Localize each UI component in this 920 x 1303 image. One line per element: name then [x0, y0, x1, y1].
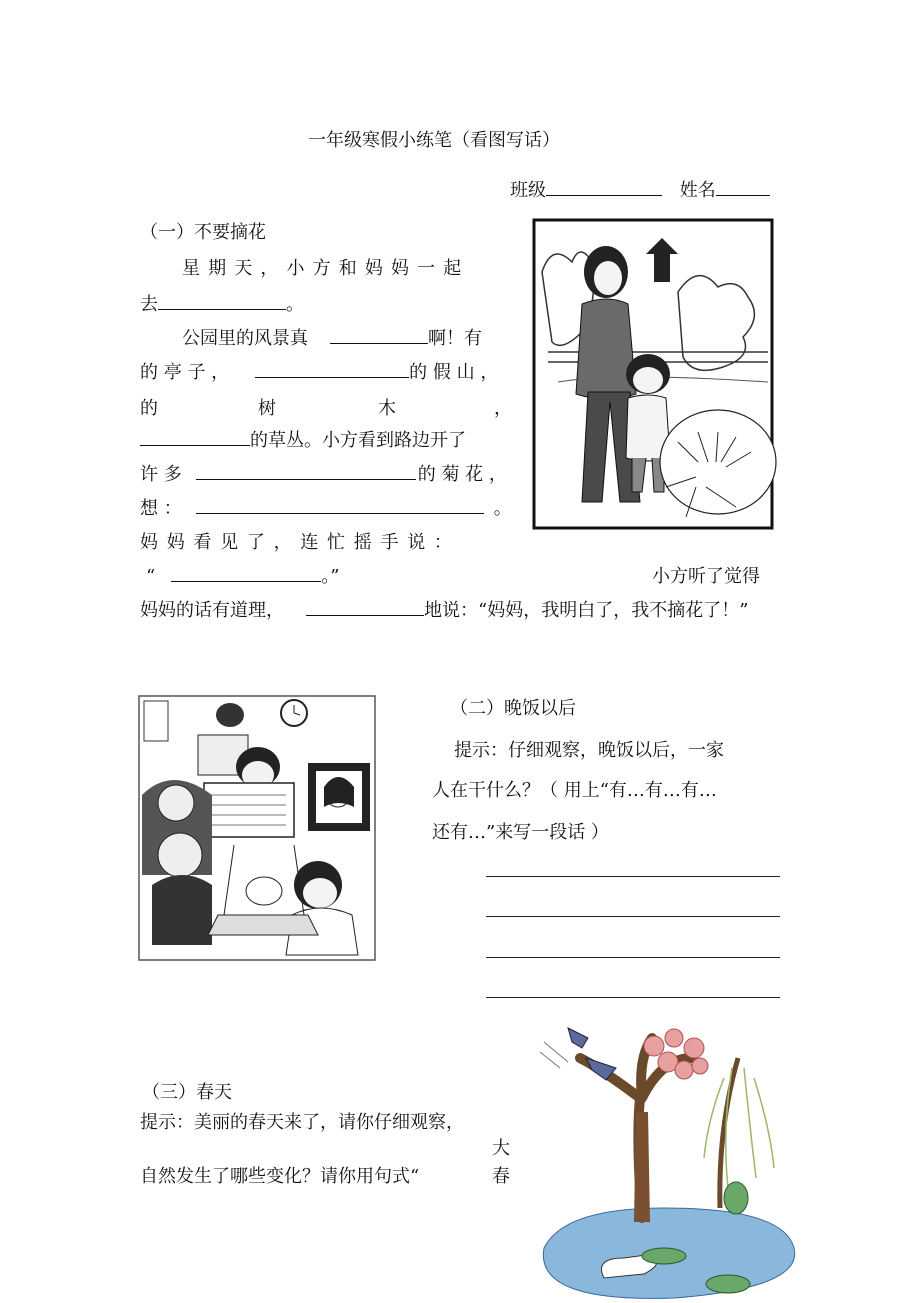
s1-l4b: 的 假 山 ， — [409, 362, 499, 383]
section2-hint2: 人在干什么？（ 用上“有…有…有… — [432, 780, 717, 801]
page-title: 一年级寒假小练笔（看图写话） — [308, 130, 560, 151]
s1-line2 — [140, 290, 304, 316]
s1-line1: 星 期 天 ， 小 方 和 妈 妈 一 起 — [182, 258, 463, 279]
section1-heading: （一）不要摘花 — [140, 222, 266, 243]
section3-heading: （三）春天 — [142, 1082, 232, 1103]
blank-place[interactable] — [158, 291, 286, 310]
s1-l2a: 去 — [140, 294, 158, 315]
s1-line8 — [140, 494, 512, 520]
s1-l10c: 小方听了觉得 — [652, 566, 760, 587]
section3-hint-chun: 春 — [492, 1166, 510, 1187]
class-blank[interactable] — [546, 177, 662, 196]
blank-mom-says[interactable] — [171, 563, 321, 582]
section2-hint1: 提示：仔细观察，晚饭以后，一家 — [454, 740, 724, 761]
section3-hint2: 自然发生了哪些变化？请你用句式“ — [140, 1166, 420, 1187]
s1-l5a: 的 — [140, 398, 158, 419]
section3-hint1: 提示：美丽的春天来了，请你仔细观察， — [140, 1112, 464, 1133]
family-after-dinner-illustration — [138, 695, 376, 961]
writing-line-3[interactable] — [486, 957, 780, 958]
s1-l7b: 的 菊 花 ， — [417, 464, 507, 485]
s1-l11b: 地说：“妈妈，我明白了，我不摘花了！” — [424, 600, 749, 621]
s1-line6 — [140, 426, 466, 452]
blank-manner[interactable] — [306, 597, 424, 616]
class-label: 班级 — [510, 180, 546, 201]
s1-line3 — [182, 324, 482, 350]
s1-l6: 的草丛。小方看到路边开了 — [250, 430, 466, 451]
name-blank[interactable] — [716, 177, 770, 196]
s1-l4a: 的 亭 子 ， — [140, 362, 230, 383]
blank-think[interactable] — [196, 495, 484, 514]
writing-line-1[interactable] — [486, 876, 780, 877]
s1-l11a: 妈妈的话有道理， — [140, 600, 284, 621]
class-field — [510, 176, 770, 202]
spring-pond-tree-illustration — [524, 1008, 804, 1303]
s1-l5c: 木 — [378, 398, 396, 419]
s1-l3a: 公园里的风景真 — [182, 328, 308, 349]
s1-l5d: ， — [494, 398, 512, 419]
s1-line11 — [140, 596, 748, 622]
s1-l8b: 。 — [493, 498, 512, 519]
s1-l10b: 。” — [321, 566, 340, 587]
s1-line9: 妈 妈 看 见 了 ， 连 忙 摇 手 说 ： — [140, 532, 454, 553]
blank-grass[interactable] — [140, 427, 250, 446]
section3-hint-da: 大 — [492, 1138, 510, 1159]
name-label: 姓名 — [679, 180, 716, 201]
s1-l8a: 想 ： — [140, 498, 182, 519]
blank-scenery[interactable] — [330, 325, 428, 344]
s1-l3b: 啊！有 — [428, 328, 482, 349]
writing-line-4[interactable] — [486, 997, 780, 998]
mother-daughter-flowers-illustration — [528, 212, 778, 534]
writing-line-2[interactable] — [486, 916, 780, 917]
s1-l10a: “ — [146, 566, 156, 587]
s1-l7a: 许 多 — [140, 464, 182, 485]
s1-l5b: 树 — [258, 398, 276, 419]
s1-line7 — [140, 460, 507, 486]
s1-line10 — [146, 562, 339, 588]
section2-hint3: 还有…”来写一段话 ） — [432, 822, 609, 843]
blank-pavilion[interactable] — [255, 359, 409, 378]
blank-flowers[interactable] — [196, 461, 416, 480]
section2-heading: （二）晚饭以后 — [450, 698, 576, 719]
s1-l2b: 。 — [286, 294, 304, 315]
s1-line4 — [140, 358, 498, 384]
